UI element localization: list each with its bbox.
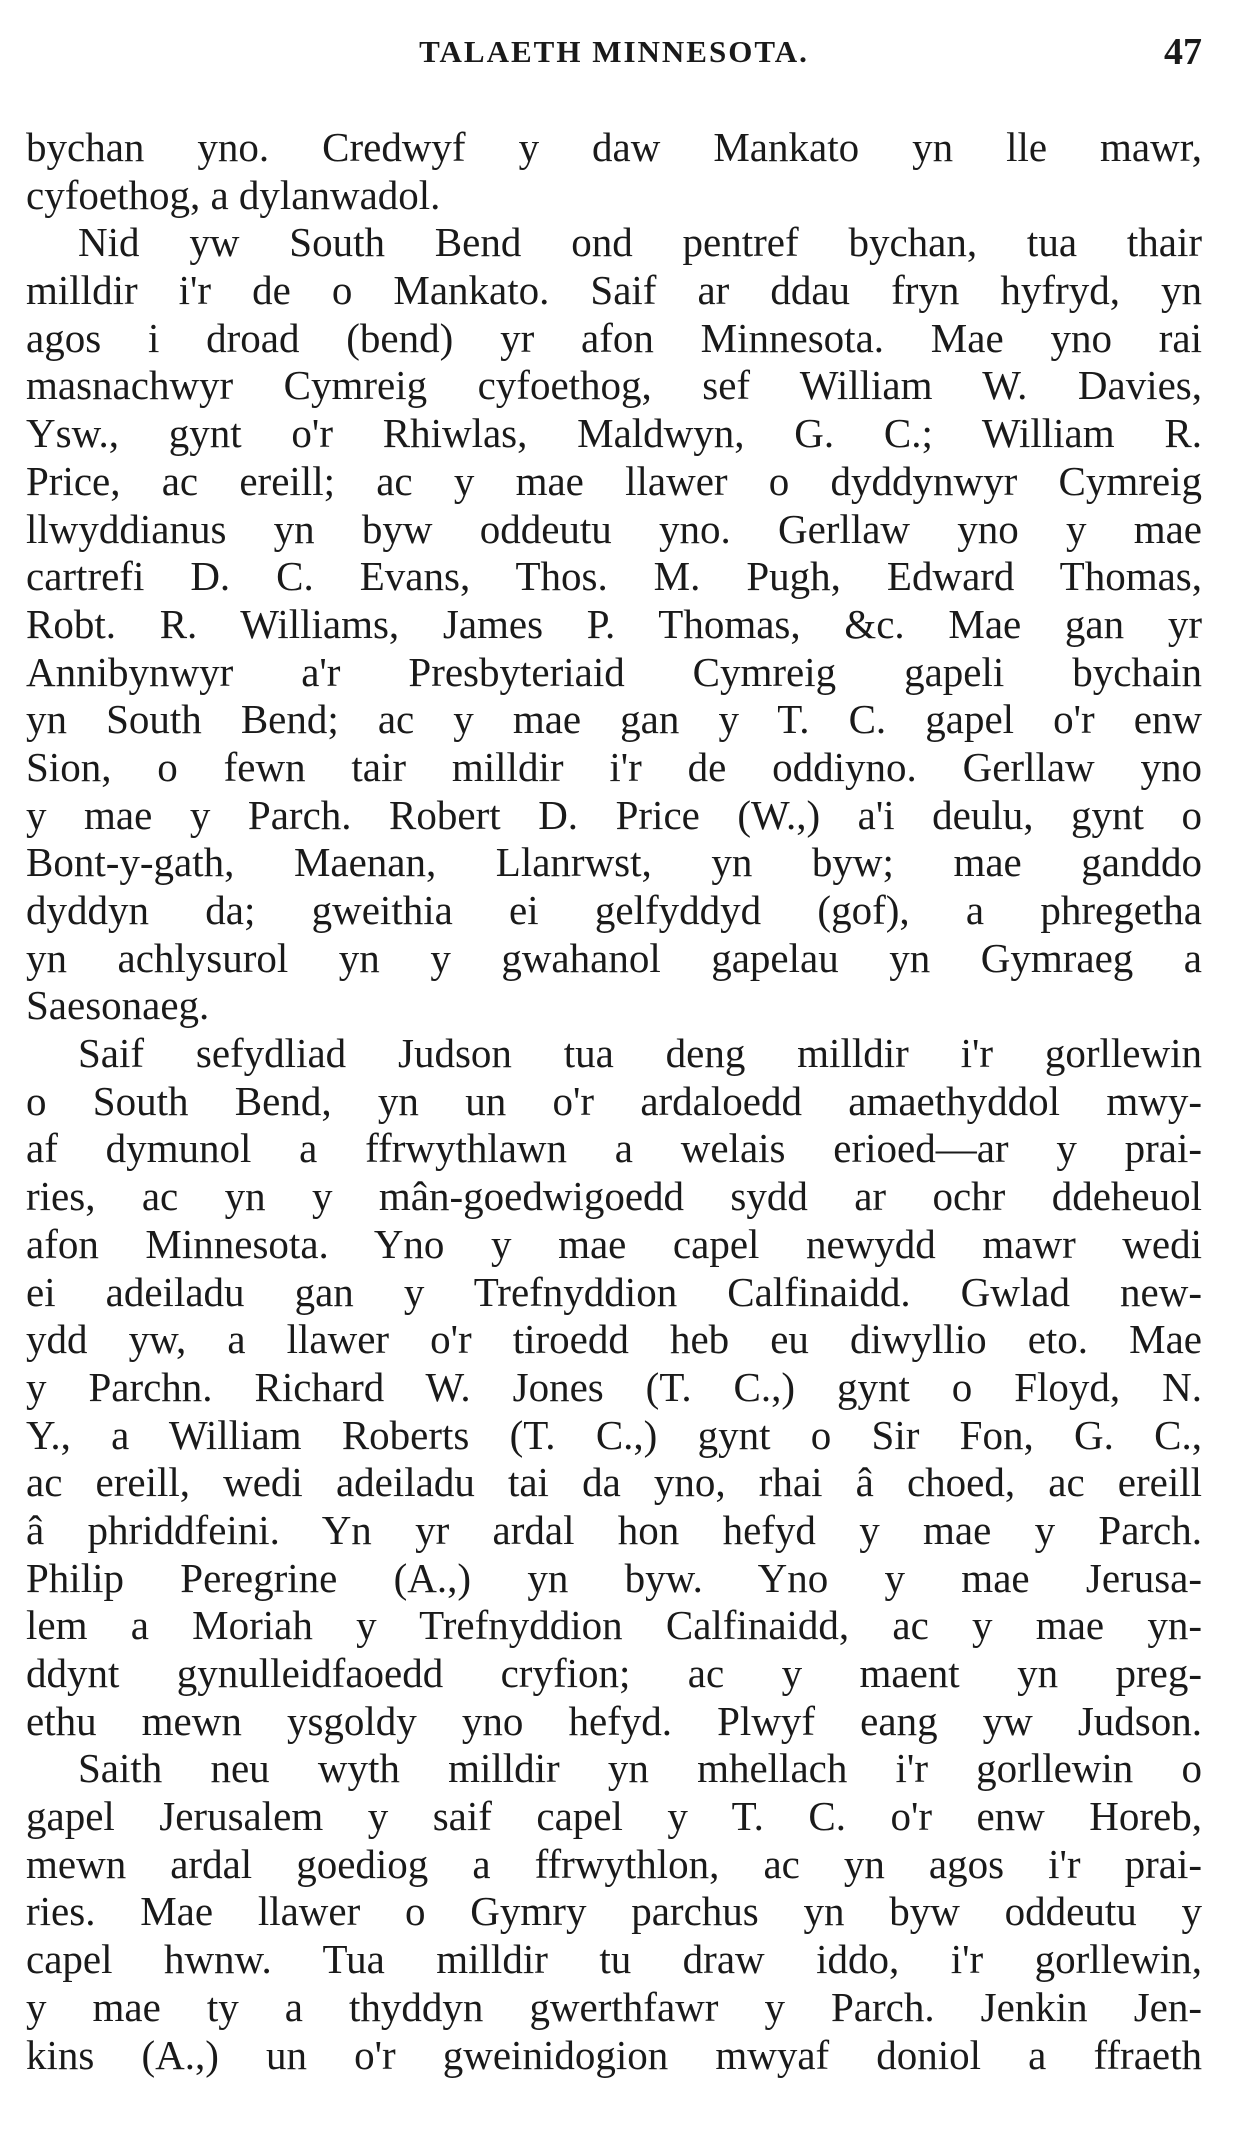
text-line: Philip Peregrine (A.,) yn byw. Yno y mae Jerusa- bbox=[26, 1554, 1202, 1601]
text-line: agos i droad (bend) yr afon Minnesota. Mae yno rai bbox=[26, 314, 1202, 361]
text-line: af dymunol a ffrwythlawn a welais erioed—ar y prai- bbox=[26, 1125, 1202, 1172]
text-line: ddynt gynulleidfaoedd cryfion; ac y maent yn preg- bbox=[26, 1650, 1202, 1696]
text-line: ries. Mae llawer o Gymry parchus yn byw oddeutu y bbox=[26, 1888, 1202, 1935]
text-line: lem a Moriah y Trefnyddion Calfinaidd, ac y mae yn- bbox=[26, 1602, 1202, 1649]
text-line: y Parchn. Richard W. Jones (T. C.,) gynt o Floyd, N. bbox=[26, 1363, 1202, 1410]
text-line: Sion, o fewn tair milldir i'r de oddiyno. Gerllaw yno bbox=[26, 743, 1202, 790]
text-line: ydd yw, a llawer o'r tiroedd heb eu diwyllio eto. Mae bbox=[26, 1316, 1202, 1363]
text-line: yn achlysurol yn y gwahanol gapelau yn Gymraeg a bbox=[26, 934, 1202, 981]
text-line: ethu mewn ysgoldy yno hefyd. Plwyf eang yw Judson. bbox=[26, 1697, 1202, 1744]
text-line: dyddyn da; gweithia ei gelfyddyd (gof), a phregetha bbox=[26, 887, 1202, 933]
text-line: kins (A.,) un o'r gweinidogion mwyaf doniol a ffraeth bbox=[26, 2031, 1202, 2078]
running-head bbox=[26, 31, 1202, 84]
text-line: Price, ac ereill; ac y mae llawer o dyddynwyr Cymreig bbox=[26, 457, 1202, 504]
text-line: y mae y Parch. Robert D. Price (W.,) a'i deulu, gynt o bbox=[26, 791, 1202, 838]
text-line: Saesonaeg. bbox=[26, 982, 210, 1029]
text-line: Robt. R. Williams, James P. Thomas, &c. Mae gan yr bbox=[26, 600, 1202, 647]
text-line: y mae ty a thyddyn gwerthfawr y Parch. Jenkin Jen- bbox=[26, 1983, 1202, 2030]
body-text bbox=[26, 124, 1202, 2079]
text-line: Ysw., gynt o'r Rhiwlas, Maldwyn, G. C.; William R. bbox=[26, 410, 1202, 457]
text-line: cyfoethog, a dylanwadol. bbox=[26, 171, 441, 218]
text-line: yn South Bend; ac y mae gan y T. C. gapel o'r enw bbox=[26, 696, 1202, 743]
paragraph-south-bend bbox=[26, 219, 1202, 1030]
text-line: Saif sefydliad Judson tua deng milldir i'r gorllewin bbox=[78, 1030, 1202, 1077]
text-line: cartrefi D. C. Evans, Thos. M. Pugh, Edward Thomas, bbox=[26, 553, 1202, 600]
text-line: ac ereill, wedi adeiladu tai da yno, rhai â choed, ac ereill bbox=[26, 1459, 1202, 1506]
text-line: bychan yno. Credwyf y daw Mankato yn lle mawr, bbox=[26, 124, 1202, 170]
paragraph-continuation bbox=[26, 124, 1202, 219]
page-number: 47 bbox=[1164, 31, 1202, 73]
text-line: o South Bend, yn un o'r ardaloedd amaethyddol mwy- bbox=[26, 1077, 1202, 1124]
text-line: mewn ardal goediog a ffrwythlon, ac yn agos i'r prai- bbox=[26, 1840, 1202, 1887]
text-line: afon Minnesota. Yno y mae capel newydd mawr wedi bbox=[26, 1220, 1202, 1267]
text-line: Saith neu wyth milldir yn mhellach i'r gorllewin o bbox=[78, 1745, 1202, 1792]
text-line: Annibynwyr a'r Presbyteriaid Cymreig gapeli bychain bbox=[26, 648, 1202, 695]
text-line: llwyddianus yn byw oddeutu yno. Gerllaw yno y mae bbox=[26, 505, 1202, 552]
text-line: ries, ac yn y mân-goedwigoedd sydd ar ochr ddeheuol bbox=[26, 1173, 1202, 1220]
text-line: ei adeiladu gan y Trefnyddion Calfinaidd. Gwlad new- bbox=[26, 1268, 1202, 1315]
text-line: Nid yw South Bend ond pentref bychan, tua thair bbox=[78, 219, 1202, 266]
paragraph-horeb bbox=[26, 1745, 1202, 2079]
book-page bbox=[26, 0, 1202, 2141]
text-line: milldir i'r de o Mankato. Saif ar ddau fryn hyfryd, yn bbox=[26, 267, 1202, 314]
text-line: Y., a William Roberts (T. C.,) gynt o Sir Fon, G. C., bbox=[26, 1411, 1202, 1458]
running-title: TALAETH MINNESOTA. bbox=[419, 34, 809, 69]
paragraph-judson bbox=[26, 1030, 1202, 1745]
text-line: â phriddfeini. Yn yr ardal hon hefyd y mae y Parch. bbox=[26, 1506, 1202, 1553]
text-line: masnachwyr Cymreig cyfoethog, sef William W. Davies, bbox=[26, 362, 1202, 409]
text-line: capel hwnw. Tua milldir tu draw iddo, i'r gorllewin, bbox=[26, 1936, 1202, 1983]
text-line: gapel Jerusalem y saif capel y T. C. o'r enw Horeb, bbox=[26, 1793, 1202, 1840]
text-line: Bont-y-gath, Maenan, Llanrwst, yn byw; mae ganddo bbox=[26, 839, 1202, 886]
